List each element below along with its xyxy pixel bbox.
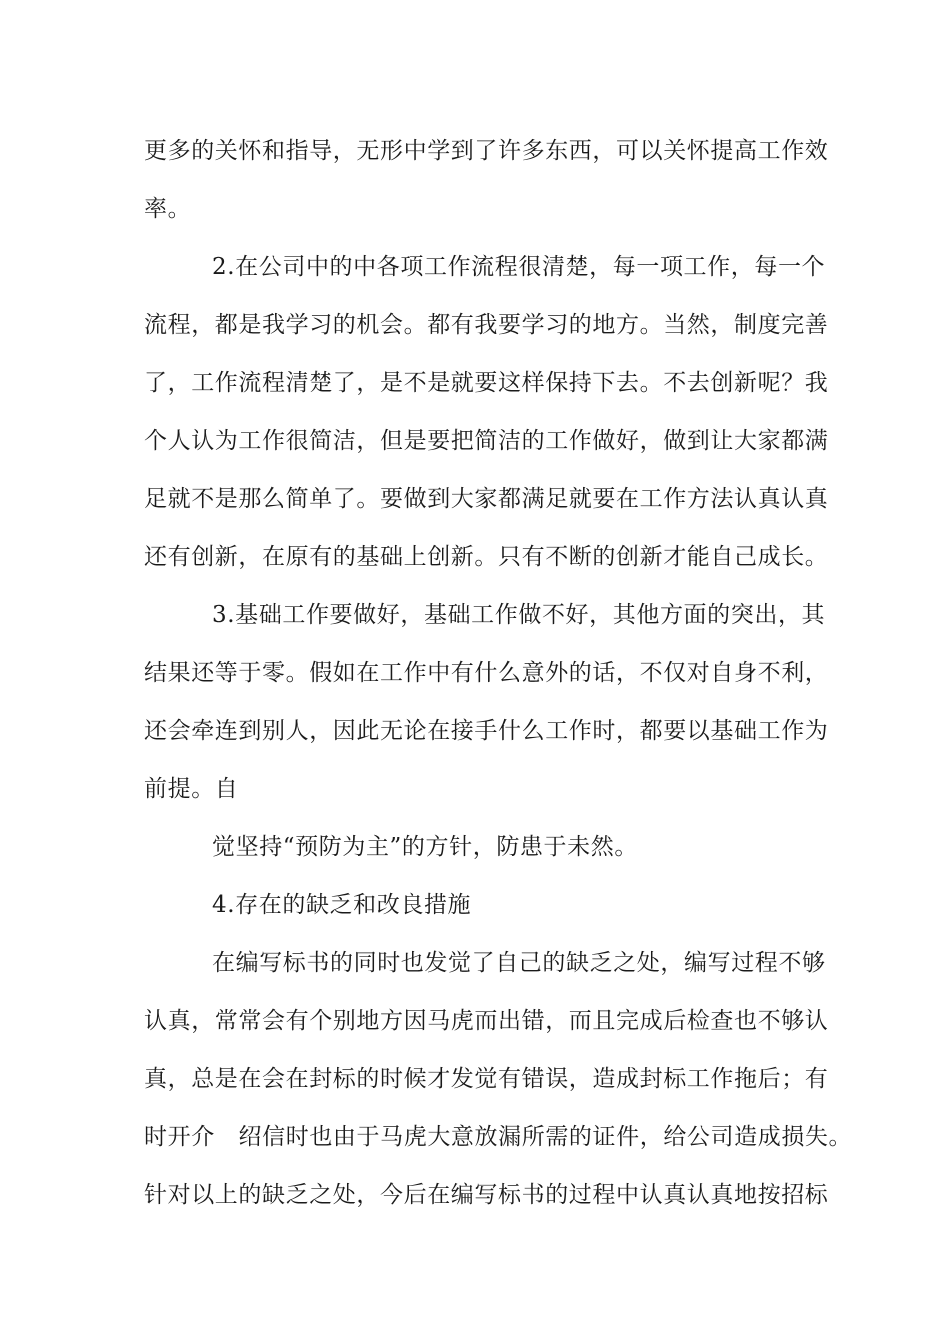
text-line: 时开介 绍信时也由于马虎大意放漏所需的证件，给公司造成损失。 bbox=[144, 1124, 853, 1150]
text-line: 更多的关怀和指导，无形中学到了许多东西，可以关怀提高工作效 bbox=[144, 138, 829, 164]
text-line: 了，工作流程清楚了，是不是就要这样保持下去。不去创新呢？我 bbox=[144, 370, 829, 396]
text-line: 流程，都是我学习的机会。都有我要学习的地方。当然，制度完善 bbox=[144, 312, 829, 338]
text-line: 个人认为工作很简洁，但是要把简洁的工作做好，做到让大家都满 bbox=[144, 428, 829, 454]
text-line: 还有创新，在原有的基础上创新。只有不断的创新才能自己成长。 bbox=[144, 544, 829, 570]
text-line: 2.在公司中的中各项工作流程很清楚，每一项工作，每一个 bbox=[212, 254, 826, 280]
text-line: 还会牵连到别人，因此无论在接手什么工作时，都要以基础工作为 bbox=[144, 718, 829, 744]
text-line: 3.基础工作要做好，基础工作做不好，其他方面的突出，其 bbox=[212, 602, 826, 628]
text-line: 觉坚持“预防为主”的方针，防患于未然。 bbox=[212, 834, 638, 860]
text-line: 在编写标书的同时也发觉了自己的缺乏之处，编写过程不够 bbox=[212, 950, 826, 976]
text-line: 针对以上的缺乏之处，今后在编写标书的过程中认真认真地按招标 bbox=[144, 1182, 829, 1208]
text-line: 足就不是那么简单了。要做到大家都满足就要在工作方法认真认真 bbox=[144, 486, 829, 512]
text-line: 认真，常常会有个别地方因马虎而出错，而且完成后检查也不够认 bbox=[144, 1008, 829, 1034]
text-line: 真，总是在会在封标的时候才发觉有错误，造成封标工作拖后；有 bbox=[144, 1066, 829, 1092]
text-line: 前提。自 bbox=[144, 776, 239, 802]
text-line: 率。 bbox=[144, 196, 192, 222]
section-heading: 4.存在的缺乏和改良措施 bbox=[212, 892, 472, 918]
text-line: 结果还等于零。假如在工作中有什么意外的话，不仅对自身不利， bbox=[144, 660, 829, 686]
